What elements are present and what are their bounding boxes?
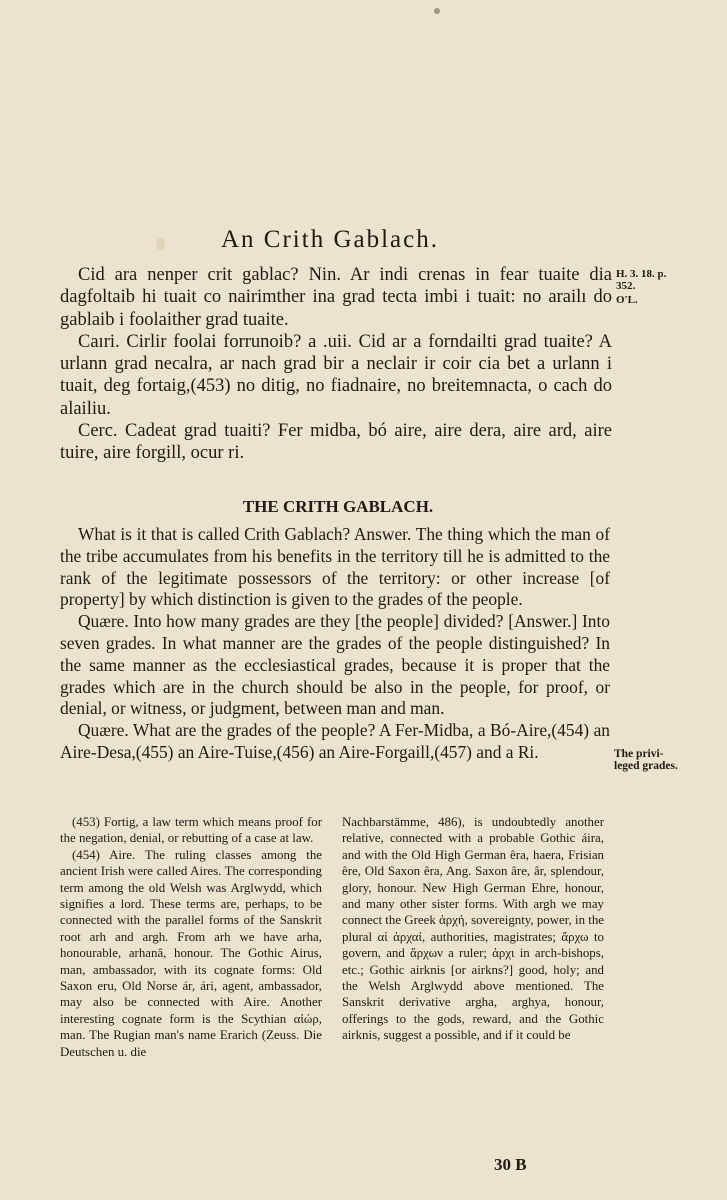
irish-paragraph: Cerc. Cadeat grad tuaiti? Fer midba, bó aire, aire dera, aire ard, aire tuire, aire forgill, ocur ri. (60, 421, 612, 464)
footnote-continuation: Nachbarstämme, 486), is undoubtedly another relative, connected with a probable Gothic áira, and with the Old High German êra, haera, Frisian êre, Old Saxon êra, Ang. Saxon âre, âr, splendour, glory, honour. New High German Ehre, honour, and many other sister forms. With argh we may connect the Greek ἀρχή, sovereignty, power, in the plural αἱ ἀρχαί, authorities, magistrates; ἄρχω to govern, and ἄρχων a ruler; ἀρχι in arch-bishops, etc.; Gothic airknis [or airkns?] good, holy; and the Welsh Arglwydd above mentioned. The Sanskrit derivative argha, arghya, honour, offerings to the gods, reward, and the Gothic airknis, suggest a possible, and if it could be (342, 815, 604, 1043)
irish-title: An Crith Gablach. (221, 226, 439, 253)
privileged-grades-note (614, 748, 678, 772)
footnote: (453) Fortig, a law term which means proof for the negation, denial, or rebutting of a case at law. (60, 815, 322, 846)
english-text (60, 524, 610, 764)
irish-paragraph: Cid ara nenper crit gablac? Nin. Ar indi crenas in fear tuaite dia dagfoltaib hi tuait co nairimther ina grad tecta imbi i tuait: no arailı do gablaib i foolaither grad tuaite. (60, 265, 612, 330)
manuscript-reference-line: O'L. (616, 294, 638, 306)
privileged-grades-note-line: leged grades. (614, 760, 678, 772)
manuscript-reference (616, 268, 666, 306)
privileged-grades-note-line: The privi- (614, 748, 664, 760)
manuscript-reference-line: H. 3. 18. p. (616, 268, 667, 280)
english-paragraph: Quære. Into how many grades are they [the people] divided? [Answer.] Into seven grades. In what manner are the grades of the people distinguished? In the same manner as the ecclesiastical grades, because it is proper that the grades which are in the church should be also in the people, for proof, or denial, or witness, or judgment, between man and man. (60, 611, 610, 719)
english-heading: THE CRITH GABLACH. (242, 497, 434, 516)
english-paragraph: What is it that is called Crith Gablach? Answer. The thing which the man of the tribe accumulates from his benefits in the territory till he is admitted to the rank of the legitimate possessors of the territory: or other increase [of property] by which distinction is given to the grades of the people. (60, 524, 610, 610)
irish-paragraph: Caıri. Cirlir foolai forrunoib? a .uii. Cid ar a forndailti grad tuaite? A urlann grad necalra, ar nach grad bir a neclair ir coir cia bet a urlann i tuait, deg fortaig,(453) no ditig, no fiadnaire, no breitemnacta, o cach do alailiu. (60, 331, 612, 419)
paper-stain (434, 8, 440, 14)
footnotes-left-column (60, 814, 322, 1060)
manuscript-reference-line: 352. (616, 280, 636, 292)
irish-text (60, 264, 612, 465)
signature-mark: 30 B (494, 1155, 527, 1174)
footnote: (454) Aire. The ruling classes among the ancient Irish were called Aires. The corresponding term among the old Welsh was Arglwydd, which signifies a lord. These terms are, perhaps, to be connected with the parallel forms of the Sanskrit root arh and argh. From arh we have arha, honourable, arhanâ, honour. The Gothic Airus, man, ambassador, with its cognate forms: Old Saxon eru, Old Norse ár, ári, agent, ambassador, may also be connected with Aire. Another interesting cognate form is the Scythian αἰώρ, man. The Rugian man's name Erarich (Zeuss. Die Deutschen u. die (60, 847, 322, 1059)
footnotes-right-column (342, 814, 604, 1044)
english-paragraph: Quære. What are the grades of the people? A Fer-Midba, a Bó-Aire,(454) an Aire-Desa,(455) an Aire-Tuise,(456) an Aire-Forgaill,(457) and a Ri. (60, 720, 610, 762)
